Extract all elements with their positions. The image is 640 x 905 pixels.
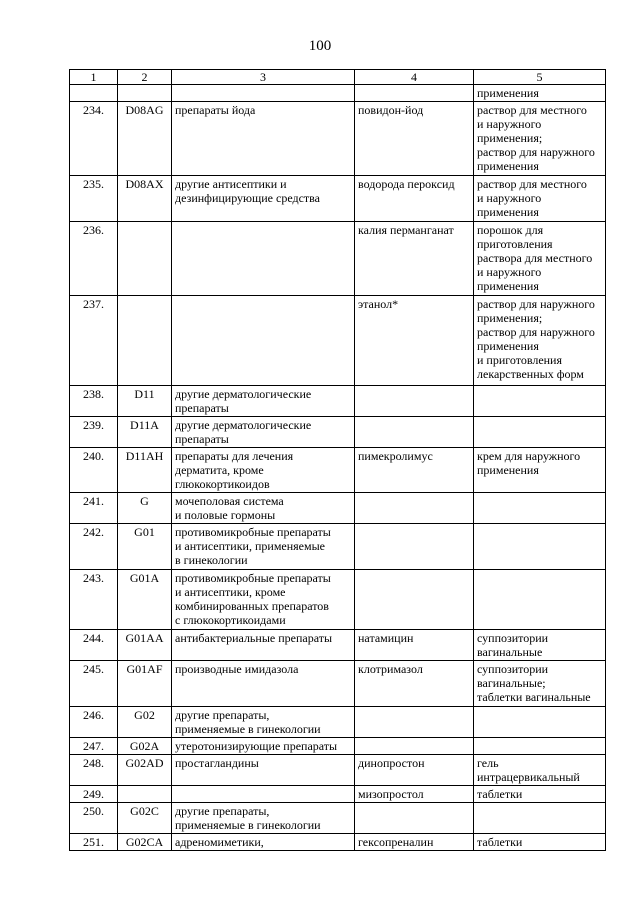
dosage-form <box>474 493 606 524</box>
table-row <box>70 661 606 707</box>
atc-group-name: противомикробные препараты и антисептики, кроме комбинированных препаратов с глюкокортикоидами <box>172 570 355 630</box>
table-row <box>70 493 606 524</box>
atc-code: G01 <box>118 524 172 570</box>
atc-group-name: другие дерматологические препараты <box>172 417 355 448</box>
row-number: 251. <box>70 834 118 851</box>
row-number: 248. <box>70 755 118 786</box>
atc-code: G02C <box>118 803 172 834</box>
table-row <box>70 448 606 493</box>
drug-name: натамицин <box>355 630 474 661</box>
table-row <box>70 102 606 176</box>
column-header-5: 5 <box>474 70 606 85</box>
table-row <box>70 222 606 296</box>
drug-name <box>355 570 474 630</box>
dosage-form <box>474 524 606 570</box>
column-header-3: 3 <box>172 70 355 85</box>
atc-group-name: противомикробные препараты и антисептики, применяемые в гинекологии <box>172 524 355 570</box>
dosage-form <box>474 738 606 755</box>
dosage-form: таблетки <box>474 834 606 851</box>
dosage-form <box>474 707 606 738</box>
drug-name <box>355 493 474 524</box>
drug-name: этанол* <box>355 296 474 386</box>
atc-group-name: препараты для лечения дерматита, кроме глюкокортикоидов <box>172 448 355 493</box>
atc-code: G02A <box>118 738 172 755</box>
row-number: 246. <box>70 707 118 738</box>
atc-code: G02AD <box>118 755 172 786</box>
atc-group-name: адреномиметики, <box>172 834 355 851</box>
atc-group-name: другие препараты, применяемые в гинекологии <box>172 803 355 834</box>
dosage-form: суппозитории вагинальные; таблетки вагинальные <box>474 661 606 707</box>
atc-group-name: мочеполовая система и половые гормоны <box>172 493 355 524</box>
atc-code: D11A <box>118 417 172 448</box>
row-number: 236. <box>70 222 118 296</box>
continued-dosage-form: применения <box>474 85 606 102</box>
drug-name: гексопреналин <box>355 834 474 851</box>
atc-code: G01AF <box>118 661 172 707</box>
table-row <box>70 570 606 630</box>
drug-name: клотримазол <box>355 661 474 707</box>
column-header-4: 4 <box>355 70 474 85</box>
atc-group-name: препараты йода <box>172 102 355 176</box>
row-number: 244. <box>70 630 118 661</box>
dosage-form: порошок для приготовления раствора для местного и наружного применения <box>474 222 606 296</box>
table-row <box>70 834 606 851</box>
atc-code: D11AH <box>118 448 172 493</box>
atc-code: D08AG <box>118 102 172 176</box>
table-row <box>70 707 606 738</box>
header-row <box>70 70 606 85</box>
row-number: 247. <box>70 738 118 755</box>
dosage-form <box>474 417 606 448</box>
atc-group-name: другие дерматологические препараты <box>172 386 355 417</box>
dosage-form: суппозитории вагинальные <box>474 630 606 661</box>
drug-name <box>355 803 474 834</box>
atc-code: G02 <box>118 707 172 738</box>
atc-group-name: простагландины <box>172 755 355 786</box>
dosage-form <box>474 386 606 417</box>
page-number: 100 <box>308 38 332 54</box>
atc-group-name: антибактериальные препараты <box>172 630 355 661</box>
drug-name: пимекролимус <box>355 448 474 493</box>
row-number: 237. <box>70 296 118 386</box>
dosage-form: крем для наружного применения <box>474 448 606 493</box>
table-row <box>70 803 606 834</box>
column-header-2: 2 <box>118 70 172 85</box>
drug-name: динопростон <box>355 755 474 786</box>
table-row <box>70 786 606 803</box>
drug-name <box>355 417 474 448</box>
drug-name <box>355 707 474 738</box>
table-row <box>70 176 606 222</box>
drug-name: калия перманганат <box>355 222 474 296</box>
row-number: 245. <box>70 661 118 707</box>
atc-code: G01A <box>118 570 172 630</box>
dosage-form <box>474 570 606 630</box>
table-row <box>70 630 606 661</box>
dosage-form: раствор для местного и наружного применения; раствор для наружного применения <box>474 102 606 176</box>
row-number: 241. <box>70 493 118 524</box>
table-row <box>70 755 606 786</box>
table-row <box>70 386 606 417</box>
dosage-form: таблетки <box>474 786 606 803</box>
row-number: 250. <box>70 803 118 834</box>
drug-name <box>355 386 474 417</box>
row-number: 239. <box>70 417 118 448</box>
atc-group-name: утеротонизирующие препараты <box>172 738 355 755</box>
dosage-form: гель интрацервикальный <box>474 755 606 786</box>
dosage-form <box>474 803 606 834</box>
table-row <box>70 417 606 448</box>
atc-group-name: другие препараты, применяемые в гинекологии <box>172 707 355 738</box>
table-row <box>70 296 606 386</box>
drug-name: повидон-йод <box>355 102 474 176</box>
row-number: 249. <box>70 786 118 803</box>
drug-list-table <box>69 69 606 851</box>
atc-group-name: другие антисептики и дезинфицирующие средства <box>172 176 355 222</box>
dosage-form: раствор для местного и наружного применения <box>474 176 606 222</box>
table-row <box>70 738 606 755</box>
row-number: 234. <box>70 102 118 176</box>
row-number: 243. <box>70 570 118 630</box>
row-number: 238. <box>70 386 118 417</box>
drug-name <box>355 524 474 570</box>
drug-name <box>355 738 474 755</box>
continuation-row <box>70 85 606 102</box>
atc-code: D11 <box>118 386 172 417</box>
atc-code: G01AA <box>118 630 172 661</box>
table-row <box>70 524 606 570</box>
row-number: 235. <box>70 176 118 222</box>
row-number: 240. <box>70 448 118 493</box>
drug-name: водорода пероксид <box>355 176 474 222</box>
atc-code: G <box>118 493 172 524</box>
atc-code: G02CA <box>118 834 172 851</box>
column-header-1: 1 <box>70 70 118 85</box>
atc-code: D08AX <box>118 176 172 222</box>
drug-name: мизопростол <box>355 786 474 803</box>
row-number: 242. <box>70 524 118 570</box>
atc-group-name: производные имидазола <box>172 661 355 707</box>
dosage-form: раствор для наружного применения; раствор для наружного применения и приготовления лекарственных форм <box>474 296 606 386</box>
